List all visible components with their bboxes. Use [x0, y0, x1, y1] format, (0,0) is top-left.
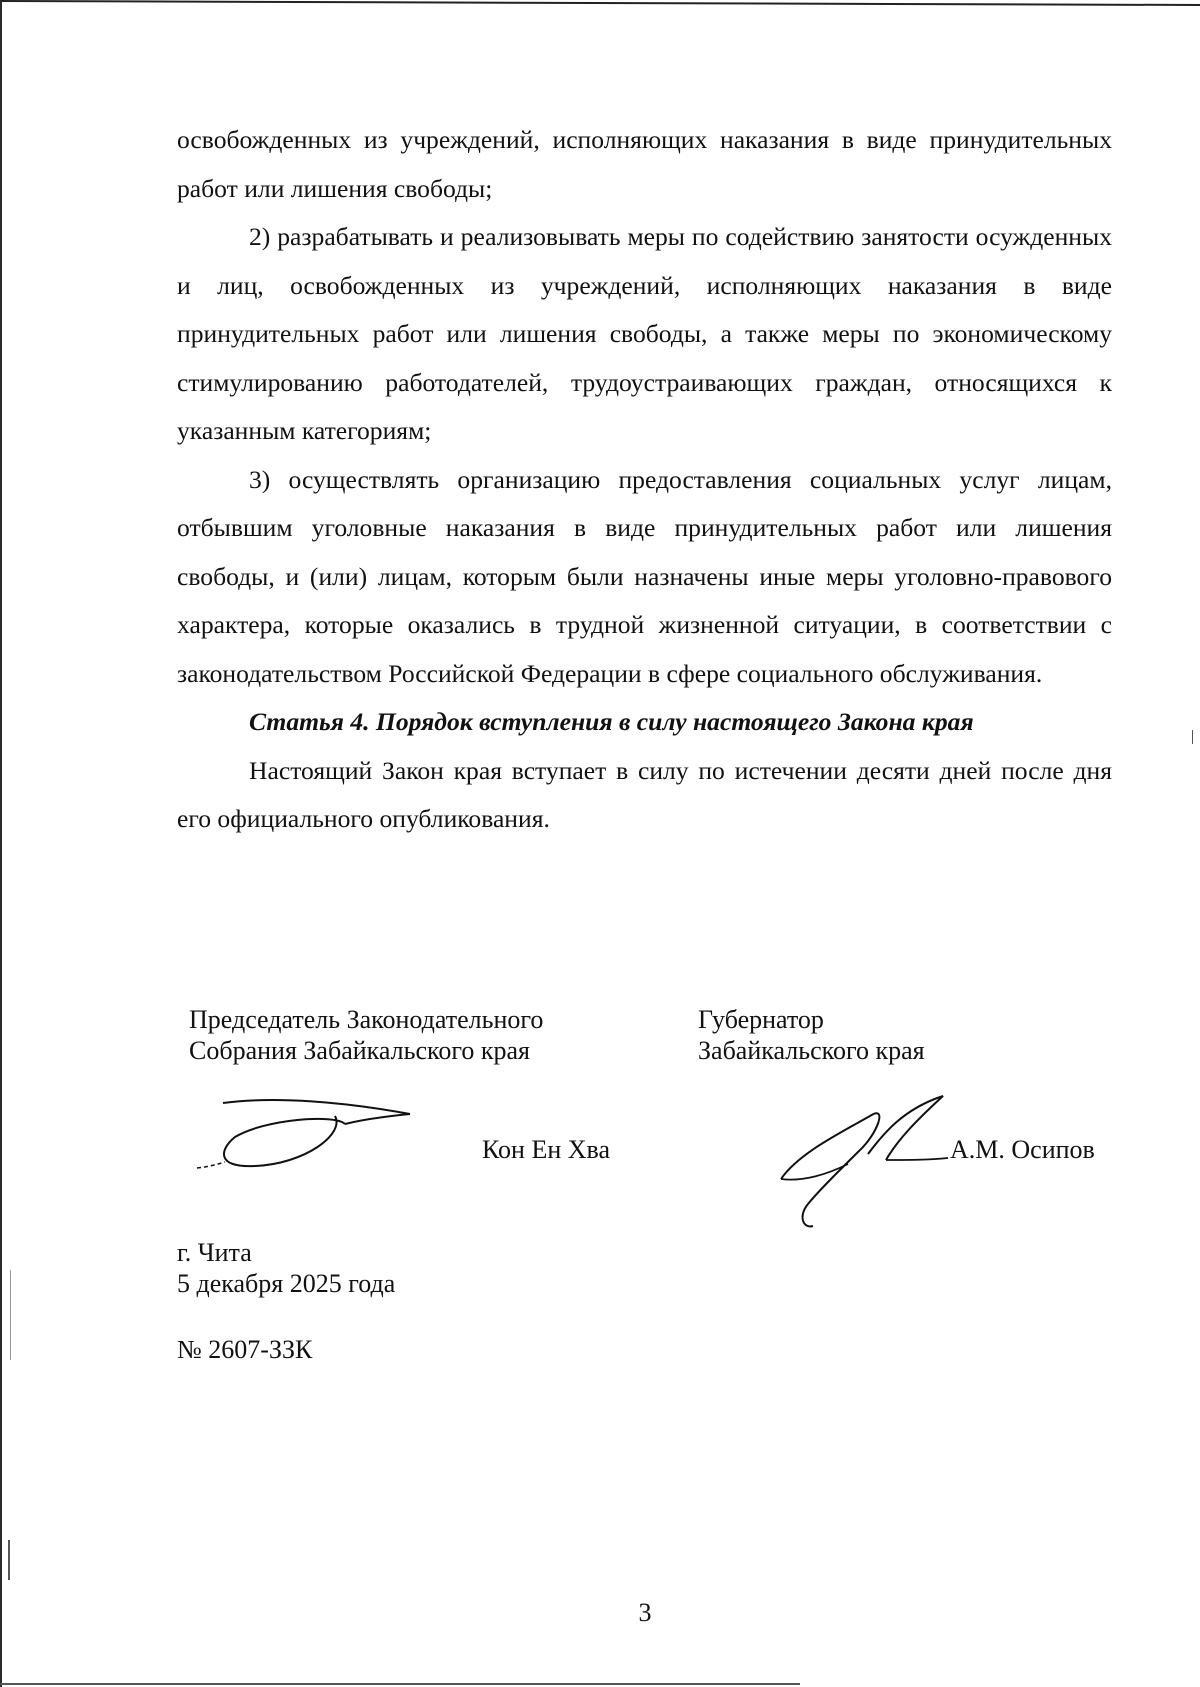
- place: г. Чита: [177, 1238, 252, 1267]
- scan-edge-left: [0, 0, 2, 1687]
- article-text: Настоящий Закон края вступает в силу по истечении десяти дней после дня его официального опубликования.: [177, 755, 1112, 833]
- scan-edge-top: [0, 0, 1200, 6]
- page-number: 3: [638, 1598, 652, 1627]
- right-signatory-name: А.М. Осипов: [950, 1135, 1095, 1164]
- body-paragraph-2: 2) разрабатывать и реализовывать меры по содействию занятости осужденных и лиц, освобожденных из учреждений, исполняющих наказания в виде принудительных работ или лишения свободы, а также меры по экономическому стимулированию работодателей, трудоустраивающих граждан, относящихся к указанным категориям;: [177, 222, 1112, 445]
- document-body: [177, 116, 1112, 844]
- left-signatory-title: Председатель Законодательного Собрания Забайкальского края: [189, 1005, 544, 1065]
- left-signature: [195, 1094, 415, 1174]
- date: 5 декабря 2025 года: [177, 1269, 396, 1298]
- place-and-date: [177, 1237, 395, 1299]
- right-signatory-title: Губернатор Забайкальского края: [698, 1005, 925, 1065]
- scan-artifact: [1192, 730, 1193, 744]
- scan-artifact: [8, 1540, 10, 1580]
- right-signature: [778, 1094, 948, 1234]
- scan-artifact: [10, 1270, 11, 1360]
- body-paragraph-1: освобожденных из учреждений, исполняющих наказания в виде принудительных работ или лишения свободы;: [177, 125, 1112, 203]
- law-number: № 2607-ЗЗК: [177, 1335, 313, 1364]
- article-heading: Статья 4. Порядок вступления в силу настоящего Закона края: [249, 707, 974, 736]
- body-paragraph-3: 3) осуществлять организацию предоставления социальных услуг лицам, отбывшим уголовные наказания в виде принудительных работ или лишения свободы, и (или) лицам, которым были назначены иные меры уголовно-правового характера, которые оказались в трудной жизненной ситуации, в соответствии с законодательством Российской Федерации в сфере социального обслуживания.: [177, 464, 1112, 688]
- scan-edge-bottom: [0, 1683, 800, 1685]
- left-signatory-name: Кон Ен Хва: [482, 1135, 611, 1164]
